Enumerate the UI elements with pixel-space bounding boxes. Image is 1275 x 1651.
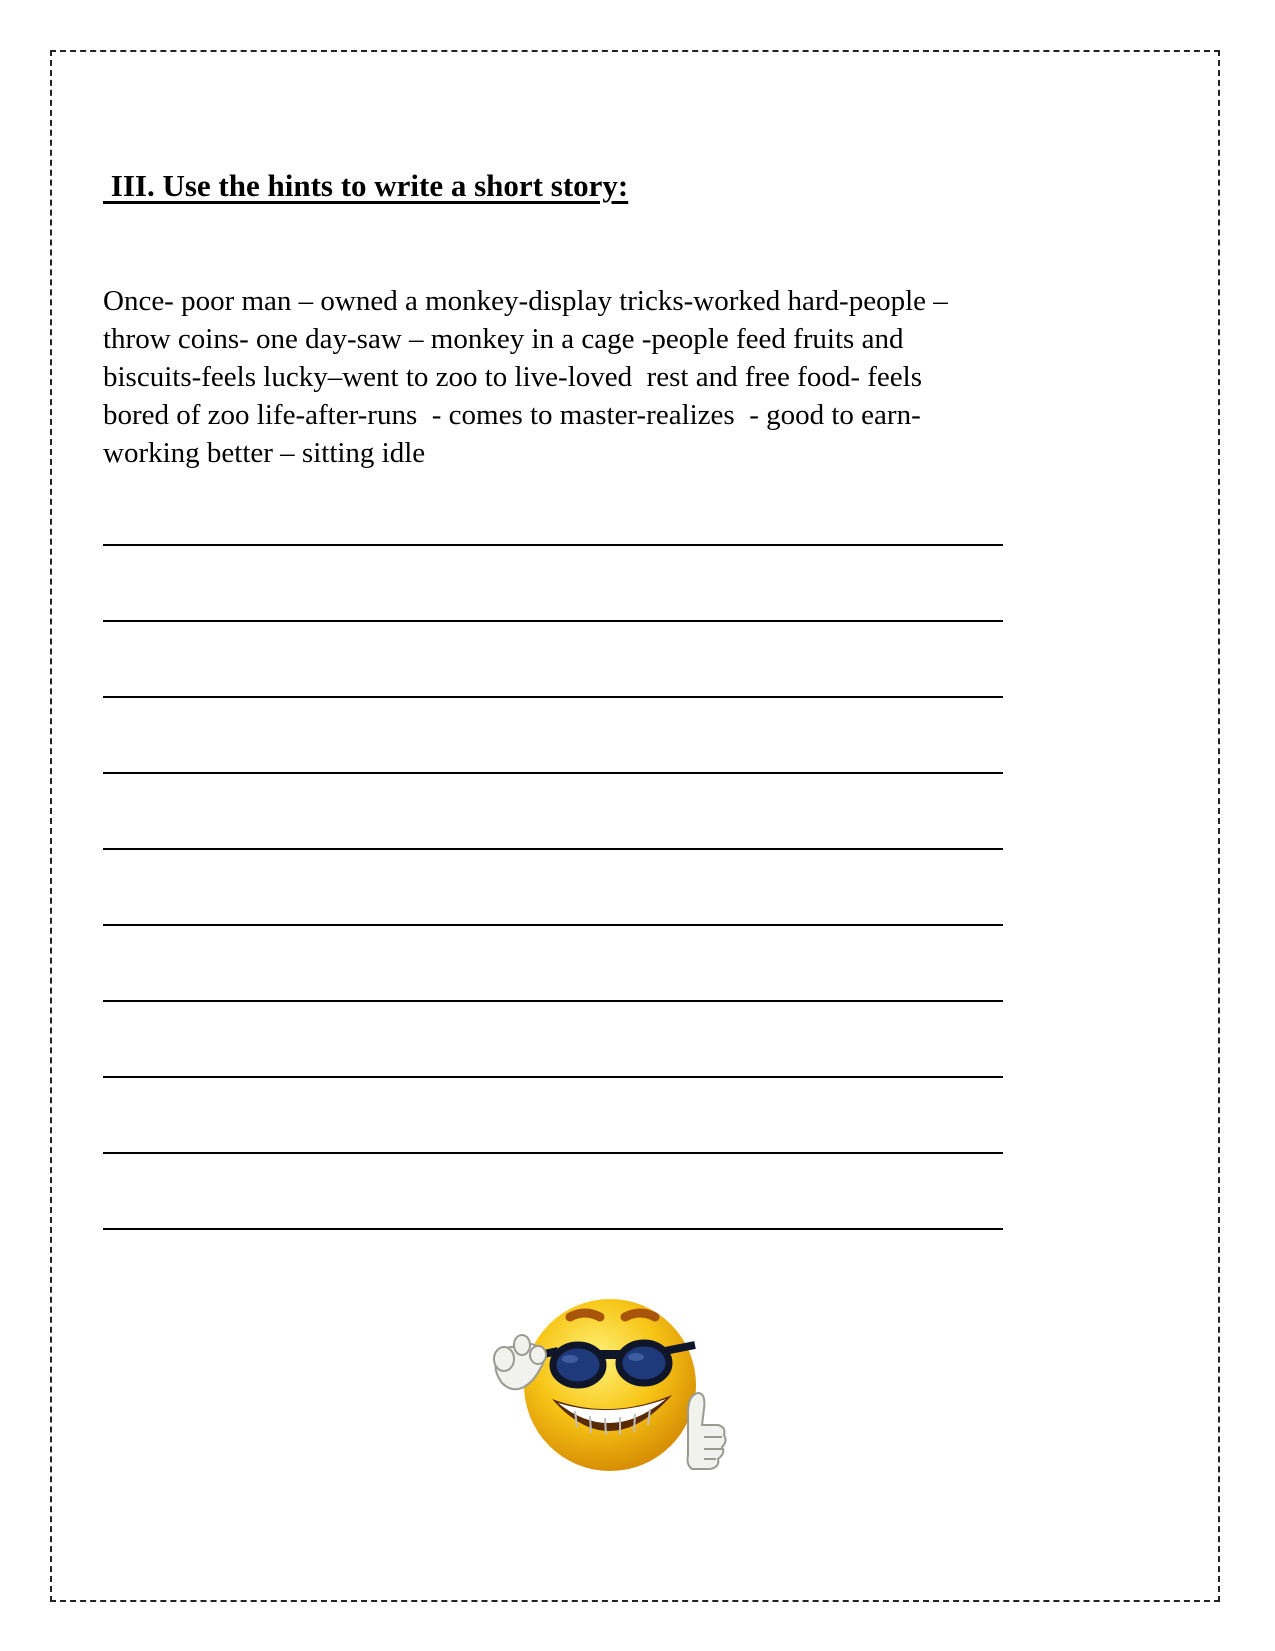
hint-line: bored of zoo life-after-runs - comes to master-realizes - good to earn-: [103, 399, 921, 431]
glasses-lens-right: [619, 1343, 669, 1383]
hint-line: biscuits-feels lucky–went to zoo to live-loved rest and free food- feels: [103, 361, 922, 393]
answer-line[interactable]: [103, 1076, 1003, 1078]
thumbs-up-hand: [688, 1393, 726, 1469]
answer-lines: [103, 544, 1003, 1304]
answer-line[interactable]: [103, 1152, 1003, 1154]
glasses-lens-left: [553, 1345, 603, 1385]
answer-line[interactable]: [103, 848, 1003, 850]
answer-line[interactable]: [103, 1228, 1003, 1230]
story-hints: [103, 282, 1103, 472]
cool-smiley-sunglasses-thumbs-up-icon: [460, 1295, 760, 1495]
left-eyebrow: [570, 1313, 600, 1317]
section-heading: III. Use the hints to write a short story:: [103, 168, 629, 203]
answer-line[interactable]: [103, 620, 1003, 622]
answer-line[interactable]: [103, 1000, 1003, 1002]
answer-line[interactable]: [103, 696, 1003, 698]
answer-line[interactable]: [103, 772, 1003, 774]
hint-line: Once- poor man – owned a monkey-display tricks-worked hard-people –: [103, 285, 948, 317]
answer-line[interactable]: [103, 544, 1003, 546]
hint-line: working better – sitting idle: [103, 437, 426, 469]
smiley-face: [524, 1299, 696, 1471]
hint-line: throw coins- one day-saw – monkey in a cage -people feed fruits and: [103, 323, 904, 355]
answer-line[interactable]: [103, 924, 1003, 926]
right-eyebrow: [625, 1313, 655, 1317]
